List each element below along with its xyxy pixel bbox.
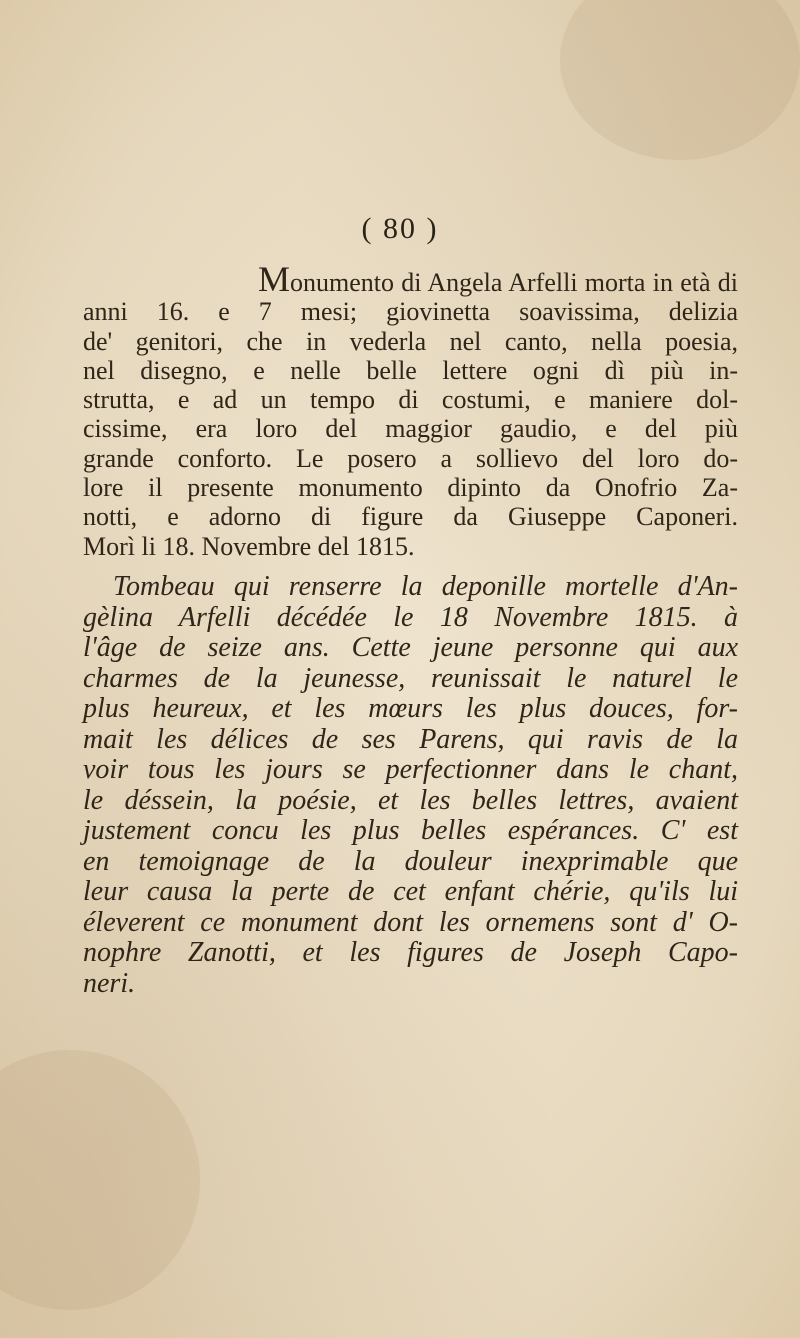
italian-line: cissime, era loro del maggior gaudio, e del più — [83, 414, 738, 444]
french-line: en temoignage de la douleur inexprimable que — [83, 845, 738, 877]
italian-line: notti, e adorno di figure da Giuseppe Caponeri. — [83, 502, 738, 532]
french-line: mait les délices de ses Parens, qui ravis de la — [83, 723, 738, 755]
french-paragraph — [83, 572, 738, 999]
french-line: Tombeau qui renserre la deponille mortelle d'An- — [113, 571, 738, 602]
french-line: neri. — [83, 967, 136, 999]
french-line: plus heureux, et les mœurs les plus douces, for- — [83, 693, 738, 724]
french-line: gèlina Arfelli décédée le 18 Novembre 1815. à — [83, 601, 738, 633]
italian-line: lore il presente monumento dipinto da Onofrio Za- — [83, 473, 738, 503]
page-number: ( 80 ) — [361, 212, 439, 245]
french-line: voir tous les jours se perfectionner dans le chant, — [83, 754, 738, 785]
italian-line: nel disegno, e nelle belle lettere ogni dì più in- — [83, 355, 738, 385]
french-line: le déssein, la poésie, et les belles lettres, avaient — [83, 784, 738, 816]
italian-paragraph — [83, 259, 738, 561]
french-line: nophre Zanotti, et les figures de Joseph Capo- — [83, 937, 738, 968]
italian-line: Morì li 18. Novembre del 1815. — [83, 531, 415, 561]
paper-stain — [0, 1050, 200, 1310]
italian-line: grande conforto. Le posero a sollievo del loro do- — [83, 443, 738, 473]
french-line: leur causa la perte de cet enfant chérie, qu'ils lui — [83, 876, 738, 907]
french-line: justement concu les plus belles espérances. C' est — [83, 815, 738, 846]
italian-line: strutta, e ad un tempo di costumi, e maniere dol- — [83, 385, 738, 415]
french-line: l'âge de seize ans. Cette jeune personne qui aux — [83, 632, 738, 663]
french-line: charmes de la jeunesse, reunissait le naturel le — [83, 662, 738, 694]
paper-stain — [560, 0, 800, 160]
drop-cap: M — [258, 259, 291, 299]
french-line: éleverent ce monument dont les ornemens sont d' O- — [83, 906, 738, 938]
italian-line: Monumento di Angela Arfelli morta in età di — [258, 259, 738, 299]
italian-line: de' genitori, che in vederla nel canto, nella poesia, — [83, 326, 738, 356]
italian-line: anni 16. e 7 mesi; giovinetta soavissima, delizia — [83, 297, 738, 327]
